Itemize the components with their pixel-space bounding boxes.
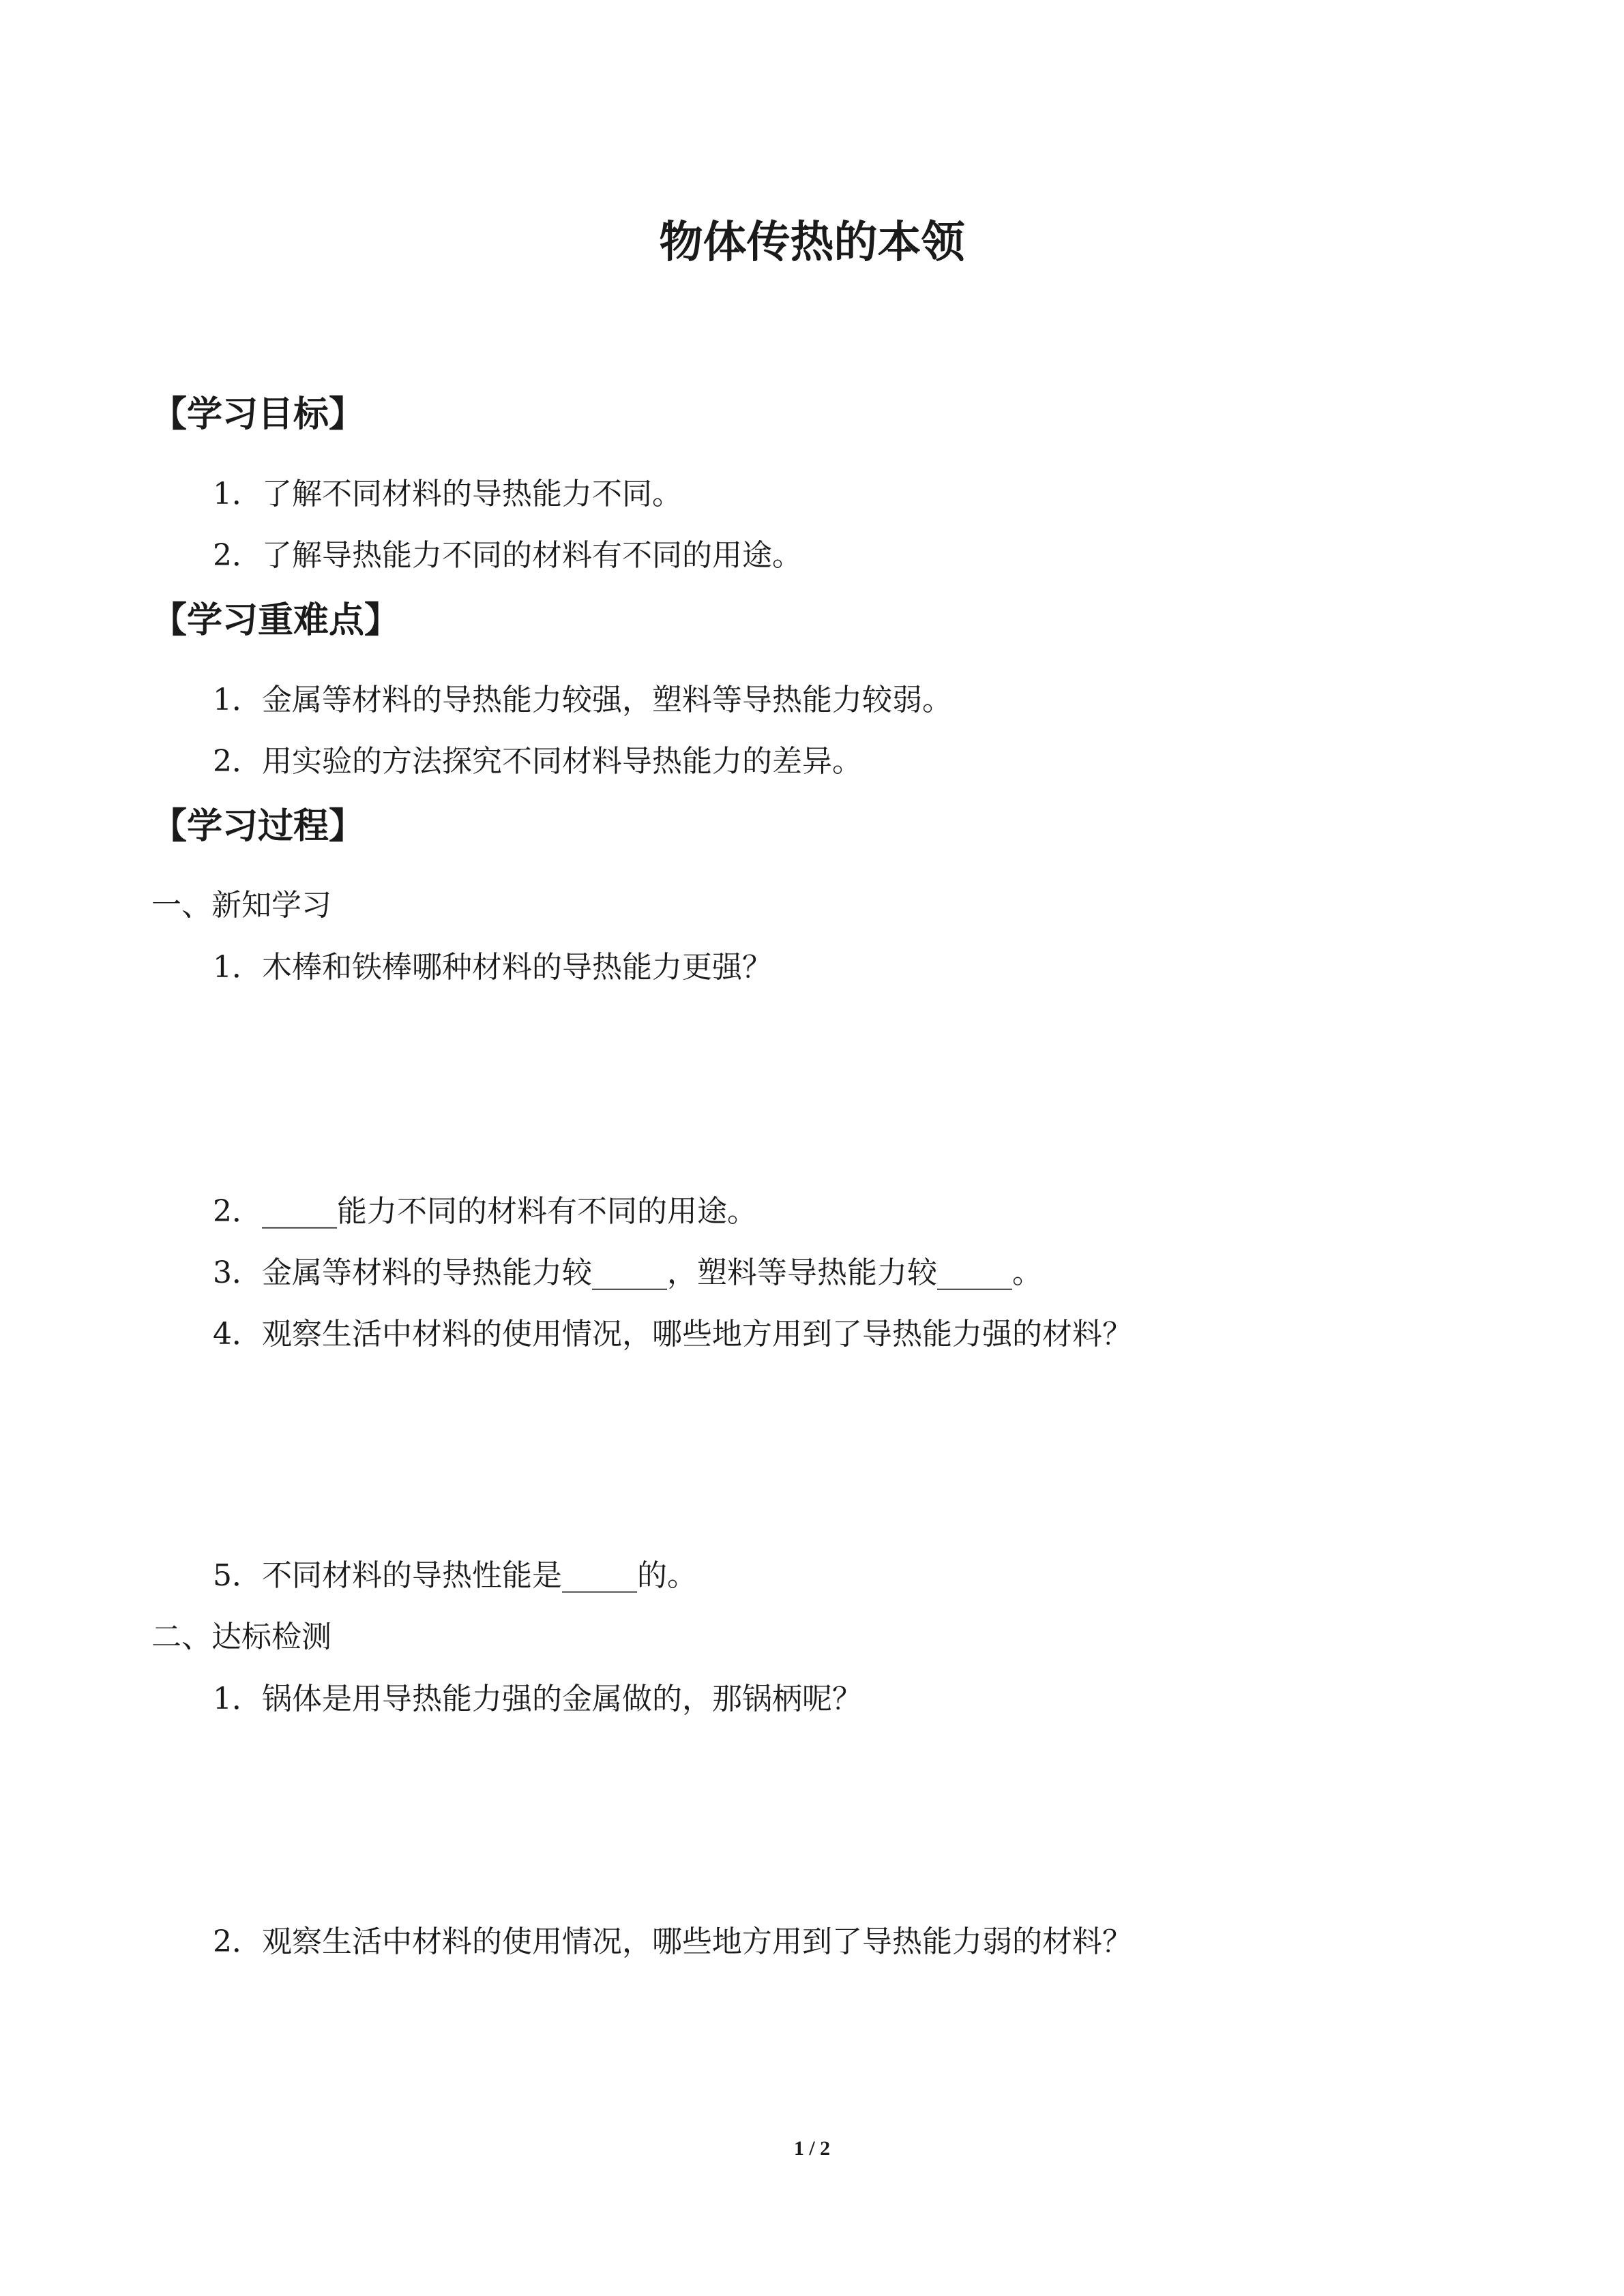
- question-item: 5．不同材料的导热性能是_____的。: [213, 1558, 697, 1593]
- goal-item-1: 1．了解不同材料的导热能力不同。: [213, 477, 682, 511]
- goal-item-2: 2．了解导热能力不同的材料有不同的用途。: [213, 538, 802, 573]
- part-heading-new-knowledge: 一、新知学习: [151, 888, 331, 923]
- assessment-item: 2．观察生活中材料的使用情况，哪些地方用到了导热能力弱的材料？: [213, 1924, 1132, 1959]
- question-item: 2．_____能力不同的材料有不同的用途。: [213, 1194, 757, 1229]
- assessment-item: 1．锅体是用导热能力强的金属做的，那锅柄呢？: [213, 1682, 862, 1716]
- section-heading-goals: 【学习目标】: [151, 394, 365, 435]
- section-heading-key-points: 【学习重难点】: [151, 600, 400, 641]
- section-heading-process: 【学习过程】: [151, 806, 365, 847]
- question-item: 4．观察生活中材料的使用情况，哪些地方用到了导热能力强的材料？: [213, 1317, 1132, 1352]
- key-point-item-1: 1．金属等材料的导热能力较强，塑料等导热能力较弱。: [213, 683, 952, 717]
- page-number: 1 / 2: [793, 2137, 831, 2160]
- part-heading-assessment: 二、达标检测: [151, 1620, 331, 1654]
- question-item: 1．木棒和铁棒哪种材料的导热能力更强？: [213, 950, 772, 985]
- key-point-item-2: 2．用实验的方法探究不同材料导热能力的差异。: [213, 744, 862, 779]
- question-item: 3．金属等材料的导热能力较_____，塑料等导热能力较_____。: [213, 1255, 1042, 1290]
- document-title: 物体传热的本领: [659, 218, 965, 268]
